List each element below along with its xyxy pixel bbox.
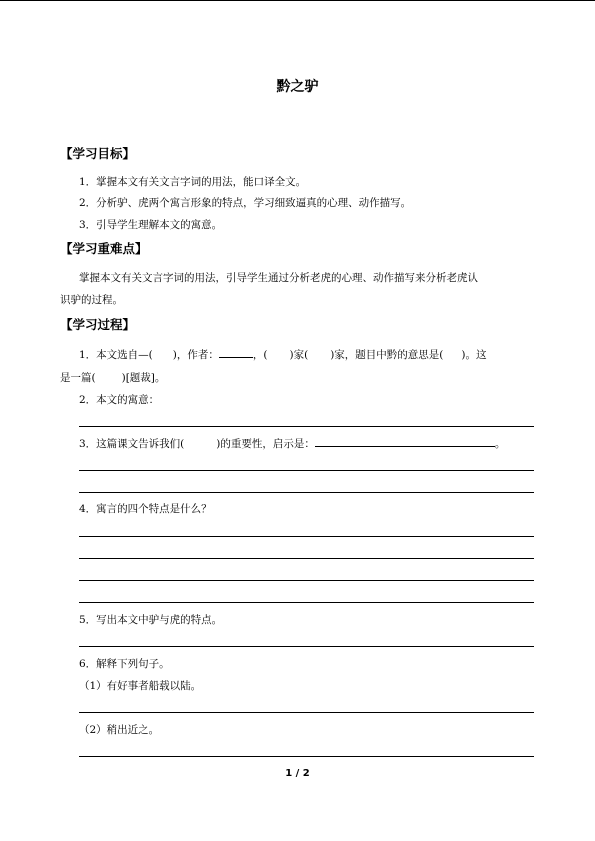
answer-line xyxy=(79,646,534,647)
q1-text: ，( xyxy=(252,349,268,361)
keypoints-heading: 【学习重难点】 xyxy=(60,241,148,256)
question-1-line2 xyxy=(60,371,165,385)
q1-text: )，作者： xyxy=(172,349,219,361)
q3-text: 。 xyxy=(494,438,506,450)
answer-line xyxy=(79,756,534,757)
question-3 xyxy=(79,437,505,451)
keypoints-text-line1: 掌握本文有关文言字词的用法，引导学生通过分析老虎的心理、动作描写来分析老虎认 xyxy=(79,272,478,284)
q3-text: )的重要性，启示是： xyxy=(216,438,315,450)
page-title: 黔之驴 xyxy=(276,79,319,95)
goal-item: 1．掌握本文有关文言字词的用法，能口译全文。 xyxy=(79,176,307,188)
question-2: 2．本文的寓意： xyxy=(79,394,160,406)
insight-blank xyxy=(315,446,495,447)
question-6-2: （2）稍出近之。 xyxy=(79,724,160,736)
goals-heading: 【学习目标】 xyxy=(60,146,136,161)
top-border xyxy=(0,0,595,1)
question-6: 6．解释下列句子。 xyxy=(79,658,170,670)
author-blank xyxy=(219,357,253,358)
keypoints-text-line2: 识驴的过程。 xyxy=(60,294,123,306)
answer-line xyxy=(79,492,534,493)
q3-text: 3．这篇课文告诉我们( xyxy=(79,438,185,450)
question-6-1: （1）有好事者船载以陆。 xyxy=(79,680,202,692)
question-5: 5．写出本文中驴与虎的特点。 xyxy=(79,614,223,626)
answer-line xyxy=(79,580,534,581)
q1-text: )。这 xyxy=(461,349,487,361)
goal-item: 2．分析驴、虎两个寓言形象的特点，学习细致逼真的心理、动作描写。 xyxy=(79,197,412,209)
question-4: 4．寓言的四个特点是什么？ xyxy=(79,503,212,515)
q1-text: )[题裁]。 xyxy=(121,372,166,384)
answer-line xyxy=(79,470,534,471)
goal-item: 3．引导学生理解本文的寓意。 xyxy=(79,219,223,231)
q1-text: )家，题目中黔的意思是( xyxy=(330,349,444,361)
q1-text: 是一篇( xyxy=(60,372,96,384)
answer-line xyxy=(79,426,534,427)
answer-line xyxy=(79,602,534,603)
answer-line xyxy=(79,712,534,713)
page-number: 1 / 2 xyxy=(285,768,310,779)
answer-line xyxy=(79,536,534,537)
q1-text: 1．本文选自—( xyxy=(79,349,153,361)
answer-line xyxy=(79,558,534,559)
question-1-line1 xyxy=(79,348,487,362)
q1-text: )家( xyxy=(289,349,309,361)
process-heading: 【学习过程】 xyxy=(60,317,136,332)
